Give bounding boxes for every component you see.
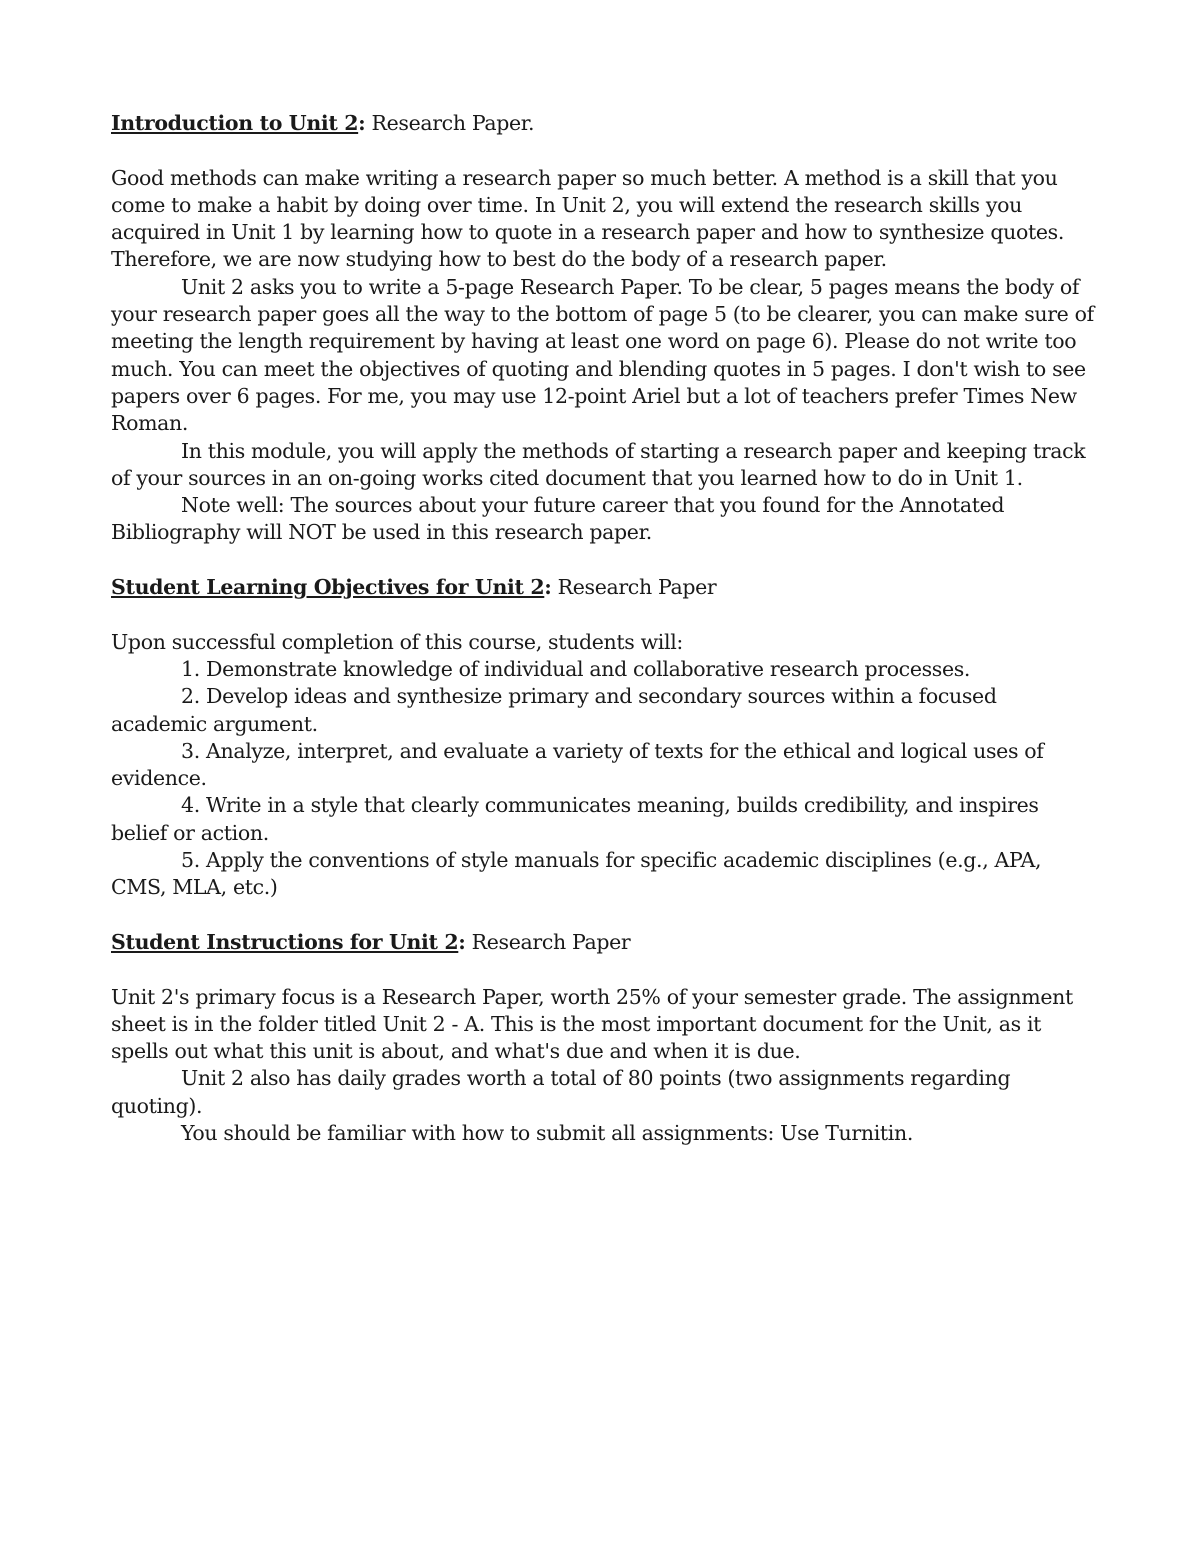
instructions-paragraph-1: Unit 2's primary focus is a Research Paper, worth 25% of your semester grade. The assignment sheet is in the folder titled Unit 2 - A. This is the most important document for the Unit, as it spells out what this unit is about, and what's due and when it is due. bbox=[111, 984, 1073, 1064]
intro-paragraph-4: Note well: The sources about your future career that you found for the Annotated Bibliography will NOT be used in this research paper. bbox=[111, 493, 1005, 545]
objective-item-1: 1. Demonstrate knowledge of individual and collaborative research processes. bbox=[181, 656, 971, 681]
objective-item-2: 2. Develop ideas and synthesize primary and secondary sources within a focused academic argument. bbox=[111, 684, 997, 736]
instructions-paragraph-2: Unit 2 also has daily grades worth a total of 80 points (two assignments regarding quoting). bbox=[111, 1066, 1011, 1118]
objective-item-3: 3. Analyze, interpret, and evaluate a variety of texts for the ethical and logical uses of evidence. bbox=[111, 738, 1044, 791]
intro-paragraph-3: In this module, you will apply the methods of starting a research paper and keeping track of your sources in an on-going works cited document that you learned how to do in Unit 1. bbox=[111, 438, 1086, 490]
instructions-paragraph-3: You should be familiar with how to submit all assignments: Use Turnitin. bbox=[181, 1120, 914, 1145]
section-spacer bbox=[111, 902, 1096, 929]
instructions-heading-bold: Student Instructions for Unit 2 bbox=[111, 929, 459, 954]
intro-paragraph-2: Unit 2 asks you to write a 5-page Research Paper. To be clear, 5 pages means the body of your research paper goes all the way to the bottom of page 5 (to be clearer, you can make sure of meeting the length requirement by having at least one word on page 6). Please do not write too much. You can meet the objectives of quoting and blending quotes in 5 pages. I don't wish to see papers over 6 pages. For me, you may use 12-point Ariel but a lot of teachers prefer Times New Roman. bbox=[111, 274, 1094, 436]
objective-item-5: 5. Apply the conventions of style manuals for specific academic disciplines (e.g., APA, CMS, MLA, etc.) bbox=[111, 848, 1042, 900]
objectives-heading-bold: Student Learning Objectives for Unit 2 bbox=[111, 575, 545, 600]
intro-paragraph-1: Good methods can make writing a research paper so much better. A method is a skill that you come to make a habit by doing over time. In Unit 2, you will extend the research skills you acquired in Unit 1 by learning how to quote in a research paper and how to synthesize quotes. Therefore, we are now studying how to best do the body of a research paper. bbox=[111, 165, 1065, 272]
intro-heading-rest: Research Paper. bbox=[365, 111, 535, 135]
objective-item-4: 4. Write in a style that clearly communicates meaning, builds credibility, and inspires belief or action. bbox=[111, 793, 1039, 845]
instructions-heading-rest: Research Paper bbox=[465, 929, 631, 954]
objectives-intro: Upon successful completion of this course, students will: bbox=[111, 629, 683, 654]
instructions-heading-colon: : bbox=[458, 929, 466, 954]
objectives-heading-colon: : bbox=[544, 575, 552, 600]
objectives-heading-rest: Research Paper bbox=[551, 575, 717, 600]
objectives-section bbox=[111, 574, 1096, 902]
instructions-section bbox=[111, 929, 1096, 1147]
document-page bbox=[111, 110, 1096, 1147]
objectives-heading bbox=[111, 574, 1096, 601]
section-spacer bbox=[111, 547, 1096, 574]
intro-heading-colon: : bbox=[358, 111, 366, 135]
intro-heading bbox=[111, 110, 1096, 137]
instructions-heading bbox=[111, 929, 1096, 956]
intro-section bbox=[111, 110, 1096, 547]
intro-heading-bold: Introduction to Unit 2 bbox=[111, 111, 359, 135]
